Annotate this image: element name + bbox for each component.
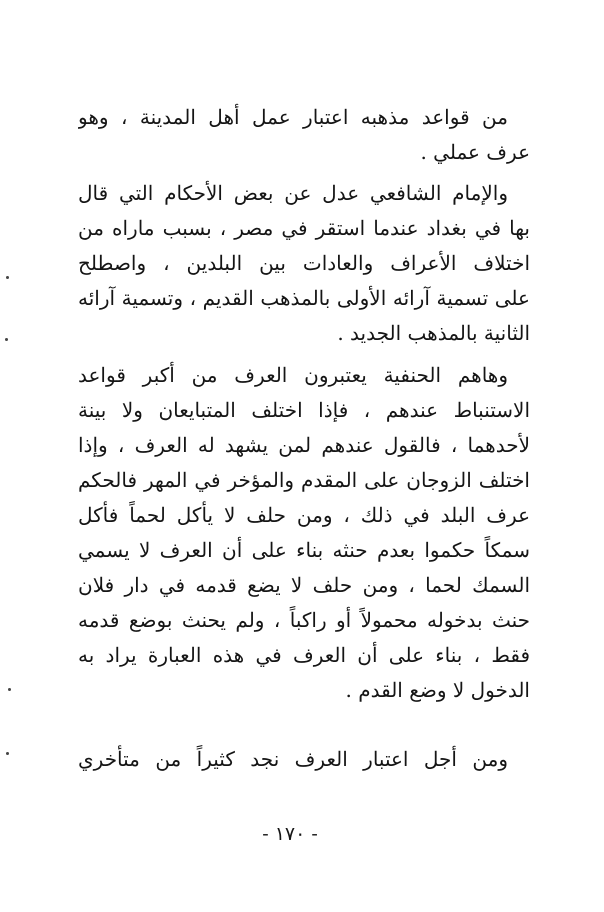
text-line: اختلف الزوجان على المقدم والمؤخر في المهر فالحكم: [78, 468, 530, 492]
text-line: بها في بغداد عندما استقر في مصر ، بسبب ماراه من: [78, 216, 530, 240]
paragraph-maliki-custom: [78, 100, 530, 170]
margin-speck: [6, 276, 9, 279]
text-line: الدخول لا وضع القدم .: [345, 678, 530, 702]
text-line: سمكاً حكموا بعدم حنثه بناء على أن العرف لا يسمي: [78, 538, 530, 562]
text-line: من قواعد مذهبه اعتبار عمل أهل المدينة ، وهو: [78, 105, 508, 129]
text-line: السمك لحما ، ومن حلف لا يضع قدمه في دار فلان: [78, 573, 530, 597]
text-line: لأحدهما ، فالقول عندهم لمن يشهد له العرف ، وإذا: [78, 433, 530, 457]
text-line: عرف عملي .: [420, 140, 530, 164]
text-line: الثانية بالمذهب الجديد .: [337, 321, 530, 345]
text-line: وهاهم الحنفية يعتبرون العرف من أكبر قواعد: [78, 363, 508, 387]
margin-speck: [8, 688, 11, 691]
margin-speck: [5, 338, 8, 341]
margin-speck: [6, 752, 9, 755]
page-number: - ١٧٠ -: [262, 823, 318, 845]
paragraph-later-scholars: [78, 742, 530, 777]
paragraph-shafii-madhhab: [78, 176, 530, 351]
text-line: الاستنباط عندهم ، فإذا اختلف المتبايعان ولا بينة: [78, 398, 530, 422]
text-line: والإمام الشافعي عدل عن بعض الأحكام التي قال: [78, 181, 508, 205]
text-line: ومن أجل اعتبار العرف نجد كثيراً من متأخري: [78, 747, 508, 771]
text-line: عرف البلد في ذلك ، ومن حلف لا يأكل لحماً فأكل: [78, 503, 530, 527]
paragraph-hanafi-custom: [78, 358, 530, 708]
text-line: فقط ، بناء على أن العرف في هذه العبارة يراد به: [78, 643, 530, 667]
text-line: على تسمية آرائه الأولى بالمذهب القديم ، وتسمية آرائه: [78, 286, 530, 310]
text-line: حنث بدخوله محمولاً أو راكباً ، ولم يحنث بوضع قدمه: [78, 608, 530, 632]
text-line: اختلاف الأعراف والعادات بين البلدين ، واصطلح: [78, 251, 530, 275]
